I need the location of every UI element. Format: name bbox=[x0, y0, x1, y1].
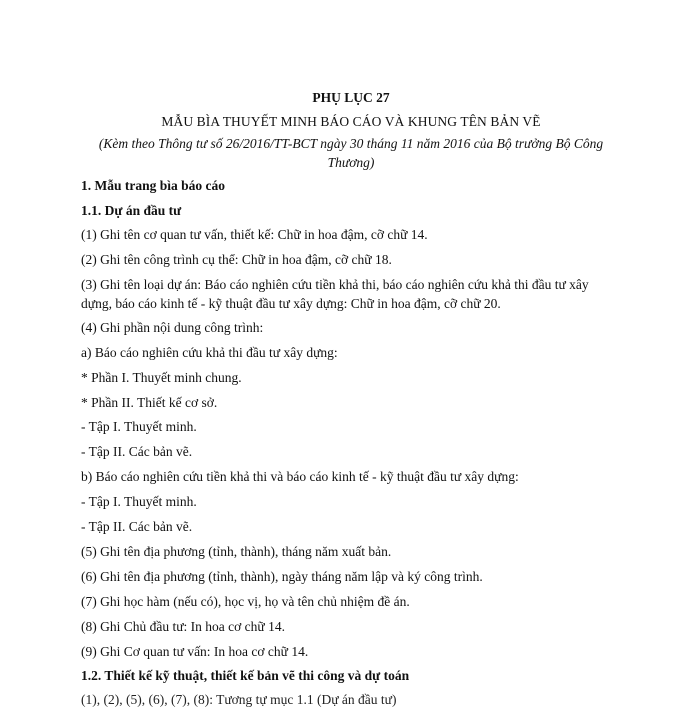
document-subtitle: (Kèm theo Thông tư số 26/2016/TT-BCT ngày 30 tháng 11 năm 2016 của Bộ trưởng Bộ Công Thương) bbox=[98, 136, 604, 170]
paragraph-a-4: - Tập II. Các bản vẽ. bbox=[81, 444, 193, 459]
paragraph-a-3: - Tập I. Thuyết minh. bbox=[81, 419, 197, 434]
section-heading-1-1: 1.1. Dự án đầu tư bbox=[81, 203, 182, 218]
paragraph-item-2: (2) Ghi tên công trình cụ thể: Chữ in hoa đậm, cỡ chữ 18. bbox=[81, 252, 392, 267]
paragraph-a-2: * Phần II. Thiết kế cơ sở. bbox=[81, 395, 218, 410]
section-heading-1-2: 1.2. Thiết kế kỹ thuật, thiết kế bản vẽ thi công và dự toán bbox=[81, 668, 410, 683]
paragraph-item-9: (9) Ghi Cơ quan tư vấn: In hoa cơ chữ 14. bbox=[81, 644, 309, 659]
paragraph-a: a) Báo cáo nghiên cứu khả thi đầu tư xây dựng: bbox=[81, 345, 338, 360]
paragraph-item-6: (6) Ghi tên địa phương (tỉnh, thành), ngày tháng năm lập và ký công trình. bbox=[81, 569, 483, 584]
paragraph-item-4: (4) Ghi phần nội dung công trình: bbox=[81, 320, 264, 335]
paragraph-item-1: (1) Ghi tên cơ quan tư vấn, thiết kế: Chữ in hoa đậm, cỡ chữ 14. bbox=[81, 227, 428, 242]
paragraph-item-3: (3) Ghi tên loại dự án: Báo cáo nghiên cứu tiền khả thi, báo cáo nghiên cứu khả thi đầu tư xây dựng, báo cáo kinh tế - kỹ thuật đầu tư xây dựng: Chữ in hoa đậm, cỡ chữ 20. bbox=[81, 277, 589, 311]
paragraph-b: b) Báo cáo nghiên cứu tiền khả thi và báo cáo kinh tế - kỹ thuật đầu tư xây dựng: bbox=[81, 469, 519, 484]
paragraph-b-1: - Tập I. Thuyết minh. bbox=[81, 494, 197, 509]
appendix-title: PHỤ LỤC 27 bbox=[312, 90, 390, 105]
paragraph-item-8: (8) Ghi Chủ đầu tư: In hoa cơ chữ 14. bbox=[81, 619, 285, 634]
document-title: MẪU BÌA THUYẾT MINH BÁO CÁO VÀ KHUNG TÊN BẢN VẼ bbox=[161, 114, 541, 129]
paragraph-b-2: - Tập II. Các bản vẽ. bbox=[81, 519, 193, 534]
paragraph-item-5: (5) Ghi tên địa phương (tỉnh, thành), tháng năm xuất bản. bbox=[81, 544, 392, 559]
cutoff-line: (1), (2), (5), (6), (7), (8): Tương tự mục 1.1 (Dự án đầu tư) bbox=[81, 692, 397, 707]
paragraph-item-7: (7) Ghi học hàm (nếu có), học vị, họ và tên chủ nhiệm đề án. bbox=[81, 594, 410, 609]
paragraph-a-1: * Phần I. Thuyết minh chung. bbox=[81, 370, 242, 385]
section-heading-1: 1. Mẫu trang bìa báo cáo bbox=[81, 178, 226, 193]
